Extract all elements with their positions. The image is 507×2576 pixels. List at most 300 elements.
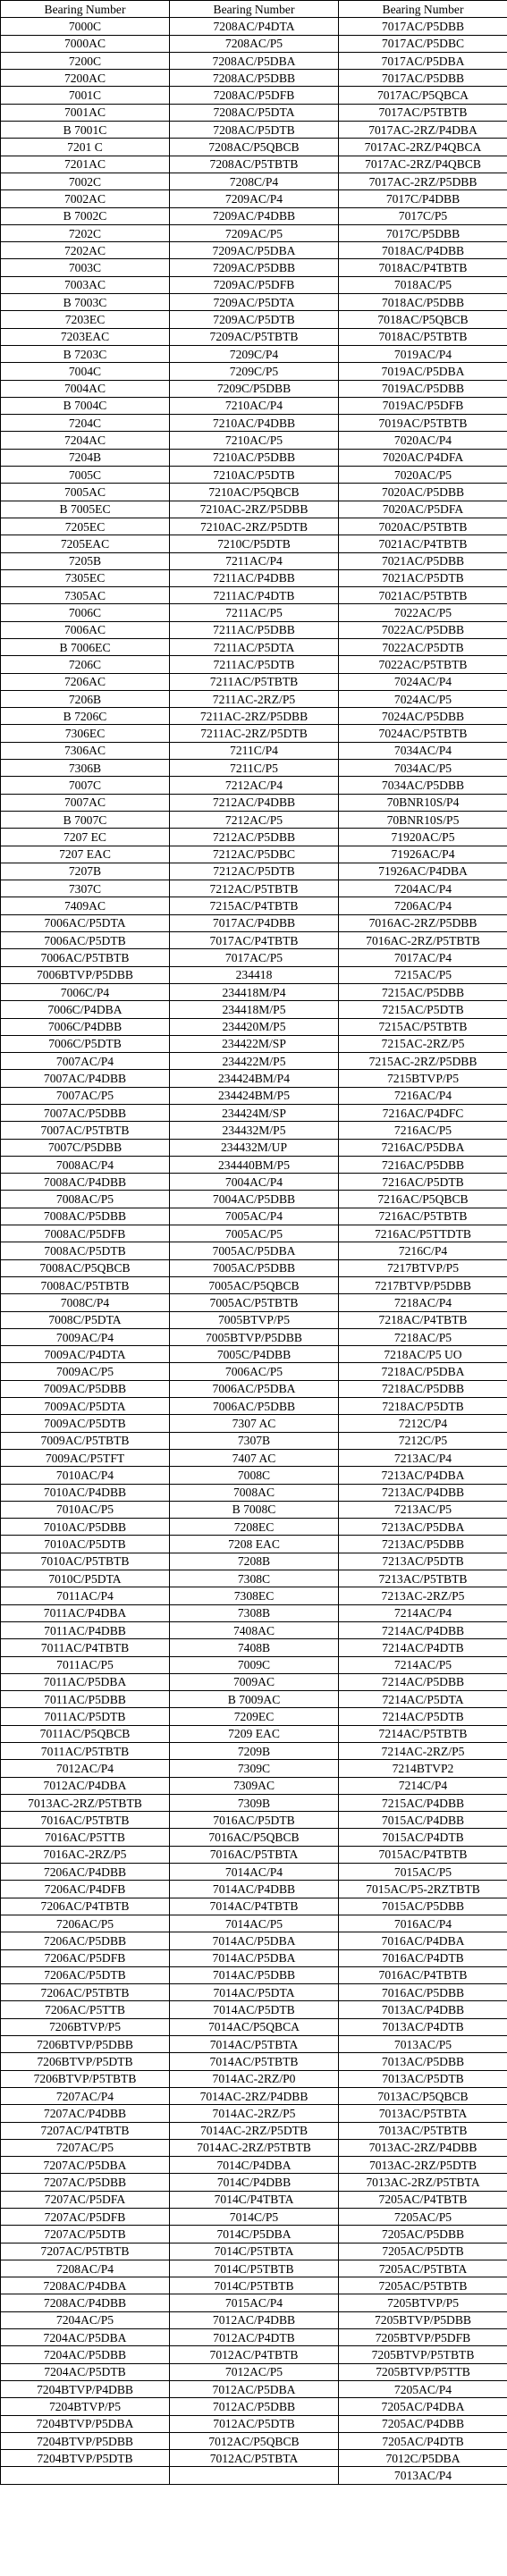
bearing-number-cell: 7211AC/P4DTB	[170, 587, 339, 604]
bearing-number-cell: 7010AC/P5DTB	[1, 1536, 170, 1553]
bearing-number-cell: 7012AC/P5TBTA	[170, 2450, 339, 2467]
table-row	[1, 1398, 507, 1415]
bearing-number-cell: 7218AC/P4	[339, 1294, 507, 1311]
bearing-number-cell: 7011AC/P5DBB	[1, 1691, 170, 1708]
bearing-number-cell: 7208AC/P5TBTB	[170, 156, 339, 173]
bearing-number-cell: 7204BTVP/P4DBB	[1, 2380, 170, 2397]
bearing-number-cell: 7209C/P4	[170, 345, 339, 362]
bearing-number-cell: 7211AC/P4	[170, 552, 339, 569]
bearing-number-cell: 7014AC/P5DBA	[170, 1932, 339, 1949]
bearing-number-cell: 7305EC	[1, 569, 170, 586]
bearing-number-cell: 7204AC/P5	[1, 2311, 170, 2328]
bearing-number-cell: 7021AC/P5DTB	[339, 569, 507, 586]
bearing-number-cell: 7208AC/P5DBB	[170, 70, 339, 87]
bearing-number-cell: 7016AC/P5QBCB	[170, 1829, 339, 1846]
bearing-number-cell: 7034AC/P5	[339, 760, 507, 777]
table-row	[1, 1570, 507, 1587]
bearing-number-cell: 7208AC/P5DTA	[170, 104, 339, 121]
table-row	[1, 1915, 507, 1932]
bearing-number-cell: 7008AC/P5DFB	[1, 1225, 170, 1242]
table-row	[1, 983, 507, 1000]
table-row	[1, 863, 507, 880]
table-row	[1, 1949, 507, 1966]
column-header: Bearing Number	[170, 1, 339, 18]
table-row	[1, 259, 507, 276]
bearing-number-cell: 7017AC/P5DBB	[339, 18, 507, 35]
table-row	[1, 449, 507, 466]
bearing-number-cell: 7012AC/P4TBTB	[170, 2346, 339, 2363]
table-row	[1, 638, 507, 655]
bearing-number-cell: 7204AC/P5DTB	[1, 2363, 170, 2380]
bearing-number-cell: 7009AC/P5TFT	[1, 1449, 170, 1466]
bearing-number-cell: 7014C/P5TBTB	[170, 2260, 339, 2277]
bearing-number-cell: 7009AC/P5DTA	[1, 1398, 170, 1415]
bearing-number-cell: 234424BM/P4	[170, 1070, 339, 1087]
bearing-number-cell: 7216AC/P5TTDTB	[339, 1225, 507, 1242]
table-row	[1, 467, 507, 484]
bearing-number-cell: 7020AC/P5DBB	[339, 484, 507, 501]
bearing-number-cell: 7206BTVP/P5DBB	[1, 2036, 170, 2053]
bearing-number-cell: 7213AC/P5	[339, 1501, 507, 1518]
bearing-number-cell: 7012AC/P4DTB	[170, 2329, 339, 2346]
table-row	[1, 2070, 507, 2087]
bearing-number-cell: 7010C/P5DTA	[1, 1570, 170, 1587]
bearing-number-cell: 7210AC/P5DTB	[170, 467, 339, 484]
bearing-number-cell: 7018AC/P4DBB	[339, 242, 507, 259]
column-header: Bearing Number	[339, 1, 507, 18]
bearing-number-cell: 7007AC/P4	[1, 1053, 170, 1070]
bearing-number-cell: 7307 AC	[170, 1415, 339, 1432]
bearing-number-cell: 7211AC/P5DTB	[170, 656, 339, 673]
table-row	[1, 2277, 507, 2294]
bearing-number-cell: 7017AC/P5DBB	[339, 70, 507, 87]
bearing-number-cell: 7020AC/P4	[339, 432, 507, 449]
bearing-number-cell: 7015AC/P5	[339, 1864, 507, 1881]
table-row	[1, 363, 507, 380]
bearing-number-cell: 7309B	[170, 1794, 339, 1811]
bearing-number-cell: 7206C	[1, 656, 170, 673]
table-row	[1, 1001, 507, 1018]
bearing-number-cell: 7009AC	[170, 1673, 339, 1690]
bearing-number-cell: 7206B	[1, 690, 170, 707]
bearing-number-cell: 7022AC/P5DBB	[339, 621, 507, 638]
bearing-number-cell: 7005AC	[1, 484, 170, 501]
bearing-number-cell: 7205B	[1, 552, 170, 569]
bearing-number-cell: B 7206C	[1, 708, 170, 725]
bearing-number-cell: 7008AC/P5	[1, 1191, 170, 1208]
bearing-number-cell: 7019AC/P5TBTB	[339, 415, 507, 432]
table-row	[1, 1484, 507, 1501]
column-header: Bearing Number	[1, 1, 170, 18]
bearing-number-cell: 7205BTVP/P5DBB	[339, 2311, 507, 2328]
table-row	[1, 380, 507, 397]
bearing-number-cell: 7004AC/P4	[170, 1174, 339, 1191]
bearing-number-cell: 234418M/P5	[170, 1001, 339, 1018]
bearing-number-cell: 7207 EC	[1, 829, 170, 846]
table-row	[1, 656, 507, 673]
bearing-number-cell: 7205BTVP/P5TBTB	[339, 2346, 507, 2363]
bearing-number-cell: 7200AC	[1, 70, 170, 87]
bearing-number-cell: 7212AC/P5	[170, 811, 339, 828]
bearing-number-cell: 7014AC/P5DTA	[170, 1984, 339, 2001]
table-row	[1, 2363, 507, 2380]
bearing-number-cell: 7013AC/P4	[339, 2467, 507, 2484]
bearing-number-cell: 71920AC/P5	[339, 829, 507, 846]
table-row	[1, 829, 507, 846]
bearing-number-cell: 7203EAC	[1, 328, 170, 345]
bearing-number-cell: 7005AC/P5TBTB	[170, 1294, 339, 1311]
table-row	[1, 1294, 507, 1311]
table-row	[1, 2036, 507, 2053]
bearing-number-cell: 7207AC/P5DBA	[1, 2157, 170, 2174]
bearing-number-cell: 7017AC/P5DBC	[339, 35, 507, 52]
bearing-number-cell: 7008AC/P4DBB	[1, 1174, 170, 1191]
table-row	[1, 777, 507, 794]
bearing-number-cell: 7016AC/P5TBTB	[1, 1812, 170, 1829]
table-row	[1, 1536, 507, 1553]
bearing-number-cell: 7001AC	[1, 104, 170, 121]
bearing-number-cell: B 7004C	[1, 397, 170, 414]
bearing-number-cell: 7019AC/P5DBB	[339, 380, 507, 397]
bearing-number-cell: 7000AC	[1, 35, 170, 52]
bearing-number-cell: 7017AC/P5TBTB	[339, 104, 507, 121]
table-row	[1, 1259, 507, 1276]
bearing-number-cell: 7204BTVP/P5	[1, 2398, 170, 2415]
table-row	[1, 690, 507, 707]
bearing-number-cell: 7211AC/P5DTA	[170, 638, 339, 655]
bearing-number-cell: 7205BTVP/P5DFB	[339, 2329, 507, 2346]
bearing-number-cell: 7207AC/P5TBTB	[1, 2243, 170, 2260]
bearing-number-cell: 7008C/P4	[1, 1294, 170, 1311]
bearing-number-cell: 7008AC/P5QBCB	[1, 1259, 170, 1276]
bearing-number-cell: B 7001C	[1, 122, 170, 139]
table-row	[1, 1621, 507, 1638]
bearing-number-cell: 7215BTVP/P5	[339, 1070, 507, 1087]
bearing-number-cell: 7210AC-2RZ/P5DBB	[170, 501, 339, 518]
table-row	[1, 2467, 507, 2484]
bearing-number-cell: 7015AC/P4TBTB	[339, 1846, 507, 1863]
bearing-number-cell: 7209AC/P5DBA	[170, 242, 339, 259]
bearing-number-cell: 7018AC/P5TBTB	[339, 328, 507, 345]
bearing-number-cell: 7218AC/P5DTB	[339, 1398, 507, 1415]
bearing-number-cell: 7211AC/P5DBB	[170, 621, 339, 638]
bearing-number-cell: 7008AC	[170, 1484, 339, 1501]
bearing-number-cell: 7002AC	[1, 190, 170, 207]
bearing-number-cell: 7009AC/P5DTB	[1, 1415, 170, 1432]
bearing-number-cell: 7212C/P5	[339, 1432, 507, 1449]
table-row	[1, 2191, 507, 2208]
bearing-number-cell: 7206BTVP/P5DTB	[1, 2053, 170, 2070]
bearing-number-cell: 71926AC/P4	[339, 846, 507, 863]
table-row	[1, 1829, 507, 1846]
bearing-number-cell: 7215AC/P4DBB	[339, 1794, 507, 1811]
bearing-number-cell: 7001C	[1, 87, 170, 104]
bearing-number-cell: 234418M/P4	[170, 983, 339, 1000]
bearing-number-cell: 7005BTVP/P5	[170, 1311, 339, 1328]
table-row	[1, 708, 507, 725]
bearing-number-cell: 7206AC	[1, 673, 170, 690]
bearing-number-cell: 7014AC-2RZ/P4DBB	[170, 2087, 339, 2104]
bearing-number-cell: 7212C/P4	[339, 1415, 507, 1432]
bearing-number-cell: 7005C/P4DBB	[170, 1346, 339, 1363]
table-row	[1, 1587, 507, 1604]
bearing-number-cell: 7215AC/P4TBTB	[170, 897, 339, 914]
table-row	[1, 397, 507, 414]
bearing-number-cell: 7213AC/P4DBB	[339, 1484, 507, 1501]
table-row	[1, 415, 507, 432]
bearing-number-cell: 7014AC/P5TBTB	[170, 2053, 339, 2070]
table-row	[1, 2398, 507, 2415]
bearing-number-cell: 7308B	[170, 1604, 339, 1621]
bearing-number-cell: 7212AC/P4DBB	[170, 794, 339, 811]
bearing-number-cell: 7015AC/P4DBB	[339, 1812, 507, 1829]
bearing-number-cell: 7014AC-2RZ/P0	[170, 2070, 339, 2087]
bearing-number-cell: 7210AC/P5	[170, 432, 339, 449]
bearing-number-cell: 7204BTVP/P5DBA	[1, 2415, 170, 2432]
bearing-number-cell: 7013AC/P5TBTB	[339, 2122, 507, 2139]
bearing-number-cell: 7012AC/P5QBCB	[170, 2432, 339, 2449]
bearing-number-cell: 7007AC/P5	[1, 1087, 170, 1104]
bearing-number-cell: 7006C/P5DTB	[1, 1035, 170, 1052]
bearing-number-cell: 7015AC/P5-2RZTBTB	[339, 1881, 507, 1898]
table-row	[1, 1742, 507, 1759]
bearing-number-cell: 7217BTVP/P5	[339, 1259, 507, 1276]
bearing-number-cell: 7206BTVP/P5	[1, 2018, 170, 2035]
bearing-number-cell: 7306B	[1, 760, 170, 777]
bearing-number-cell: 7017AC-2RZ/P4QBCA	[339, 139, 507, 156]
table-row	[1, 501, 507, 518]
bearing-number-cell: 7018AC/P5QBCB	[339, 311, 507, 328]
bearing-number-cell: 7209AC/P4	[170, 190, 339, 207]
bearing-number-cell: 7008C	[170, 1467, 339, 1484]
bearing-number-cell: 7211AC/P5TBTB	[170, 673, 339, 690]
bearing-number-cell: 7204AC/P4	[339, 880, 507, 897]
table-row	[1, 35, 507, 52]
bearing-number-cell: 7016AC-2RZ/P5	[1, 1846, 170, 1863]
table-row	[1, 1328, 507, 1345]
bearing-number-cell: 7017C/P5	[339, 207, 507, 224]
table-row	[1, 2174, 507, 2191]
bearing-number-cell: 7206AC/P4DFB	[1, 1881, 170, 1898]
bearing-number-cell: 7014C/P5TBTB	[170, 2277, 339, 2294]
bearing-number-cell: 7216C/P4	[339, 1242, 507, 1259]
bearing-number-cell: 7008AC/P4	[1, 1156, 170, 1173]
bearing-number-cell: 7211AC-2RZ/P5	[170, 690, 339, 707]
bearing-number-cell: 234418	[170, 966, 339, 983]
bearing-number-cell: 234422M/P5	[170, 1053, 339, 1070]
bearing-number-cell: 7206AC/P4DBB	[1, 1864, 170, 1881]
table-row	[1, 725, 507, 742]
bearing-number-cell: 7215AC-2RZ/P5DBB	[339, 1053, 507, 1070]
table-row	[1, 914, 507, 931]
bearing-number-cell: 7012AC/P5DTB	[170, 2415, 339, 2432]
bearing-number-cell: 7011AC/P4DBB	[1, 1621, 170, 1638]
bearing-number-cell: 7208B	[170, 1553, 339, 1570]
bearing-number-cell: 7207AC/P4	[1, 2087, 170, 2104]
bearing-number-cell: 7006AC	[1, 621, 170, 638]
bearing-number-cell: 7015AC/P5DBB	[339, 1898, 507, 1915]
bearing-number-cell: 7205AC/P5TBTB	[339, 2277, 507, 2294]
bearing-number-cell: 7007C/P5DBB	[1, 1139, 170, 1156]
bearing-number-cell: 7017AC/P5	[170, 949, 339, 966]
bearing-number-cell: 7017C/P4DBB	[339, 190, 507, 207]
table-row	[1, 2311, 507, 2328]
table-row	[1, 190, 507, 207]
bearing-number-cell: 7205AC/P5DTB	[339, 2243, 507, 2260]
table-row	[1, 2294, 507, 2311]
bearing-number-cell: 7002C	[1, 173, 170, 189]
bearing-number-cell: 7011AC/P4DBA	[1, 1604, 170, 1621]
bearing-number-cell: 7020AC/P5TBTB	[339, 518, 507, 535]
bearing-number-cell: B 7005EC	[1, 501, 170, 518]
bearing-number-cell: 7215AC/P5DTB	[339, 1001, 507, 1018]
bearing-number-cell: 7206AC/P5DBB	[1, 1932, 170, 1949]
table-row	[1, 604, 507, 621]
bearing-number-cell: 7215AC-2RZ/P5	[339, 1035, 507, 1052]
table-row	[1, 2209, 507, 2226]
bearing-number-cell: 7212AC/P5DBB	[170, 829, 339, 846]
bearing-number-cell: 7006C/P4DBB	[1, 1018, 170, 1035]
bearing-number-cell: 7013AC/P5	[339, 2036, 507, 2053]
bearing-number-cell: 7019AC/P4	[339, 345, 507, 362]
bearing-number-cell: 71926AC/P4DBA	[339, 863, 507, 880]
table-row	[1, 1691, 507, 1708]
table-row	[1, 224, 507, 241]
bearing-number-cell: 7014AC-2RZ/P5	[170, 2105, 339, 2122]
bearing-number-cell: 7015AC/P4DTB	[339, 1829, 507, 1846]
bearing-number-cell: 7000C	[1, 18, 170, 35]
bearing-number-cell: 7017AC-2RZ/P4QBCB	[339, 156, 507, 173]
table-row	[1, 2087, 507, 2104]
bearing-number-cell: 7213AC/P5DBA	[339, 1519, 507, 1536]
bearing-number-cell: 7012C/P5DBA	[339, 2450, 507, 2467]
table-row	[1, 569, 507, 586]
table-row	[1, 1673, 507, 1690]
table-row	[1, 535, 507, 552]
table-row	[1, 1898, 507, 1915]
bearing-number-cell: 7208AC/P4	[1, 2260, 170, 2277]
bearing-number-cell: 7018AC/P4TBTB	[339, 259, 507, 276]
bearing-number-cell: 7014C/P5TBTA	[170, 2243, 339, 2260]
bearing-number-cell: 7006AC/P5DBA	[170, 1380, 339, 1397]
bearing-number-cell: 7016AC-2RZ/P5TBTB	[339, 932, 507, 949]
table-row	[1, 1087, 507, 1104]
bearing-number-cell: 7021AC/P4TBTB	[339, 535, 507, 552]
bearing-number-cell: 7014C/P5	[170, 2209, 339, 2226]
bearing-number-cell: 7207AC/P5DFA	[1, 2191, 170, 2208]
bearing-number-cell: 70BNR10S/P4	[339, 794, 507, 811]
bearing-number-cell: 7210AC/P5QBCB	[170, 484, 339, 501]
bearing-number-cell: 7020AC/P5	[339, 467, 507, 484]
bearing-number-cell: 7211C/P4	[170, 742, 339, 759]
bearing-number-cell: 7014AC/P4DBB	[170, 1881, 339, 1898]
bearing-number-cell: 7209AC/P5DTA	[170, 294, 339, 311]
bearing-number-cell: 7205AC/P5DBB	[339, 2226, 507, 2243]
table-row	[1, 1346, 507, 1363]
bearing-number-cell: 7216AC/P5TBTB	[339, 1208, 507, 1225]
bearing-number-cell: 7017AC/P5QBCA	[339, 87, 507, 104]
table-row	[1, 587, 507, 604]
table-row	[1, 1053, 507, 1070]
bearing-number-cell: 7308C	[170, 1570, 339, 1587]
bearing-number-cell: 7218AC/P5 UO	[339, 1346, 507, 1363]
bearing-number-cell: 7205AC/P4DTB	[339, 2432, 507, 2449]
bearing-number-cell: 7209AC/P5DFB	[170, 276, 339, 293]
bearing-number-cell: 7212AC/P4	[170, 777, 339, 794]
table-row	[1, 139, 507, 156]
bearing-number-cell: 7006AC/P5	[170, 1363, 339, 1380]
bearing-number-cell: 7009AC/P4DTA	[1, 1346, 170, 1363]
bearing-number-cell: 234432M/UP	[170, 1139, 339, 1156]
bearing-number-cell: 7014AC/P4	[170, 1864, 339, 1881]
bearing-number-cell: 7214AC/P4DBB	[339, 1621, 507, 1638]
table-row	[1, 2001, 507, 2018]
bearing-number-cell: 7016AC/P5DBB	[339, 1984, 507, 2001]
bearing-number-cell: 7203EC	[1, 311, 170, 328]
bearing-number-cell: 7305AC	[1, 587, 170, 604]
bearing-number-cell: 7213AC-2RZ/P5	[339, 1587, 507, 1604]
bearing-number-cell: 7213AC/P4DBA	[339, 1467, 507, 1484]
bearing-number-cell: 7205EC	[1, 518, 170, 535]
bearing-number-cell: 7013AC/P5DTB	[339, 2070, 507, 2087]
bearing-number-cell: 7214BTVP2	[339, 1760, 507, 1777]
bearing-number-cell: 7019AC/P5DFB	[339, 397, 507, 414]
bearing-number-cell: 7011AC/P5DTB	[1, 1708, 170, 1725]
table-row	[1, 1501, 507, 1518]
bearing-number-cell: 7215AC/P5DBB	[339, 983, 507, 1000]
bearing-number-cell: 7208AC/P5DBA	[170, 52, 339, 69]
bearing-number-cell: 7008AC/P5DTB	[1, 1242, 170, 1259]
bearing-number-cell: 7014C/P4TBTA	[170, 2191, 339, 2208]
bearing-number-cell: 7007C	[1, 777, 170, 794]
bearing-number-cell: 7205AC/P4DBA	[339, 2398, 507, 2415]
bearing-number-cell: 7207AC/P4TBTB	[1, 2122, 170, 2139]
bearing-number-cell: 7005AC/P4	[170, 1208, 339, 1225]
table-row	[1, 87, 507, 104]
bearing-number-cell: 7206AC/P4TBTB	[1, 1898, 170, 1915]
table-row	[1, 2432, 507, 2449]
bearing-number-cell: 7217BTVP/P5DBB	[339, 1276, 507, 1293]
bearing-number-cell: 7024AC/P4	[339, 673, 507, 690]
bearing-number-cell: 7005BTVP/P5DBB	[170, 1328, 339, 1345]
bearing-number-cell: 7207AC/P5DTB	[1, 2226, 170, 2243]
bearing-number-cell: 7209AC/P5TBTB	[170, 328, 339, 345]
bearing-number-cell: 7020AC/P5DFA	[339, 501, 507, 518]
table-row	[1, 1380, 507, 1397]
table-row	[1, 673, 507, 690]
bearing-number-cell: B 7008C	[170, 1501, 339, 1518]
bearing-number-cell: 7018AC/P5	[339, 276, 507, 293]
table-row	[1, 2053, 507, 2070]
bearing-number-cell: 7007AC/P4DBB	[1, 1070, 170, 1087]
bearing-number-cell: 7214AC/P5DTA	[339, 1691, 507, 1708]
bearing-number-cell: 7209AC/P5DBB	[170, 259, 339, 276]
table-row	[1, 2105, 507, 2122]
table-row	[1, 1777, 507, 1794]
bearing-number-cell: 7208AC/P4DBB	[1, 2294, 170, 2311]
bearing-number-cell: 7007AC/P5DBB	[1, 1105, 170, 1122]
table-row	[1, 811, 507, 828]
table-row	[1, 1812, 507, 1829]
bearing-number-cell: 7202AC	[1, 242, 170, 259]
bearing-number-cell: 7018AC/P5DBB	[339, 294, 507, 311]
bearing-number-cell: 7006BTVP/P5DBB	[1, 966, 170, 983]
bearing-number-cell: 234432M/P5	[170, 1122, 339, 1139]
table-row	[1, 1656, 507, 1673]
bearing-number-cell: 7021AC/P5TBTB	[339, 587, 507, 604]
bearing-number-cell: 7016AC/P5TBTA	[170, 1846, 339, 1863]
table-row	[1, 1846, 507, 1863]
